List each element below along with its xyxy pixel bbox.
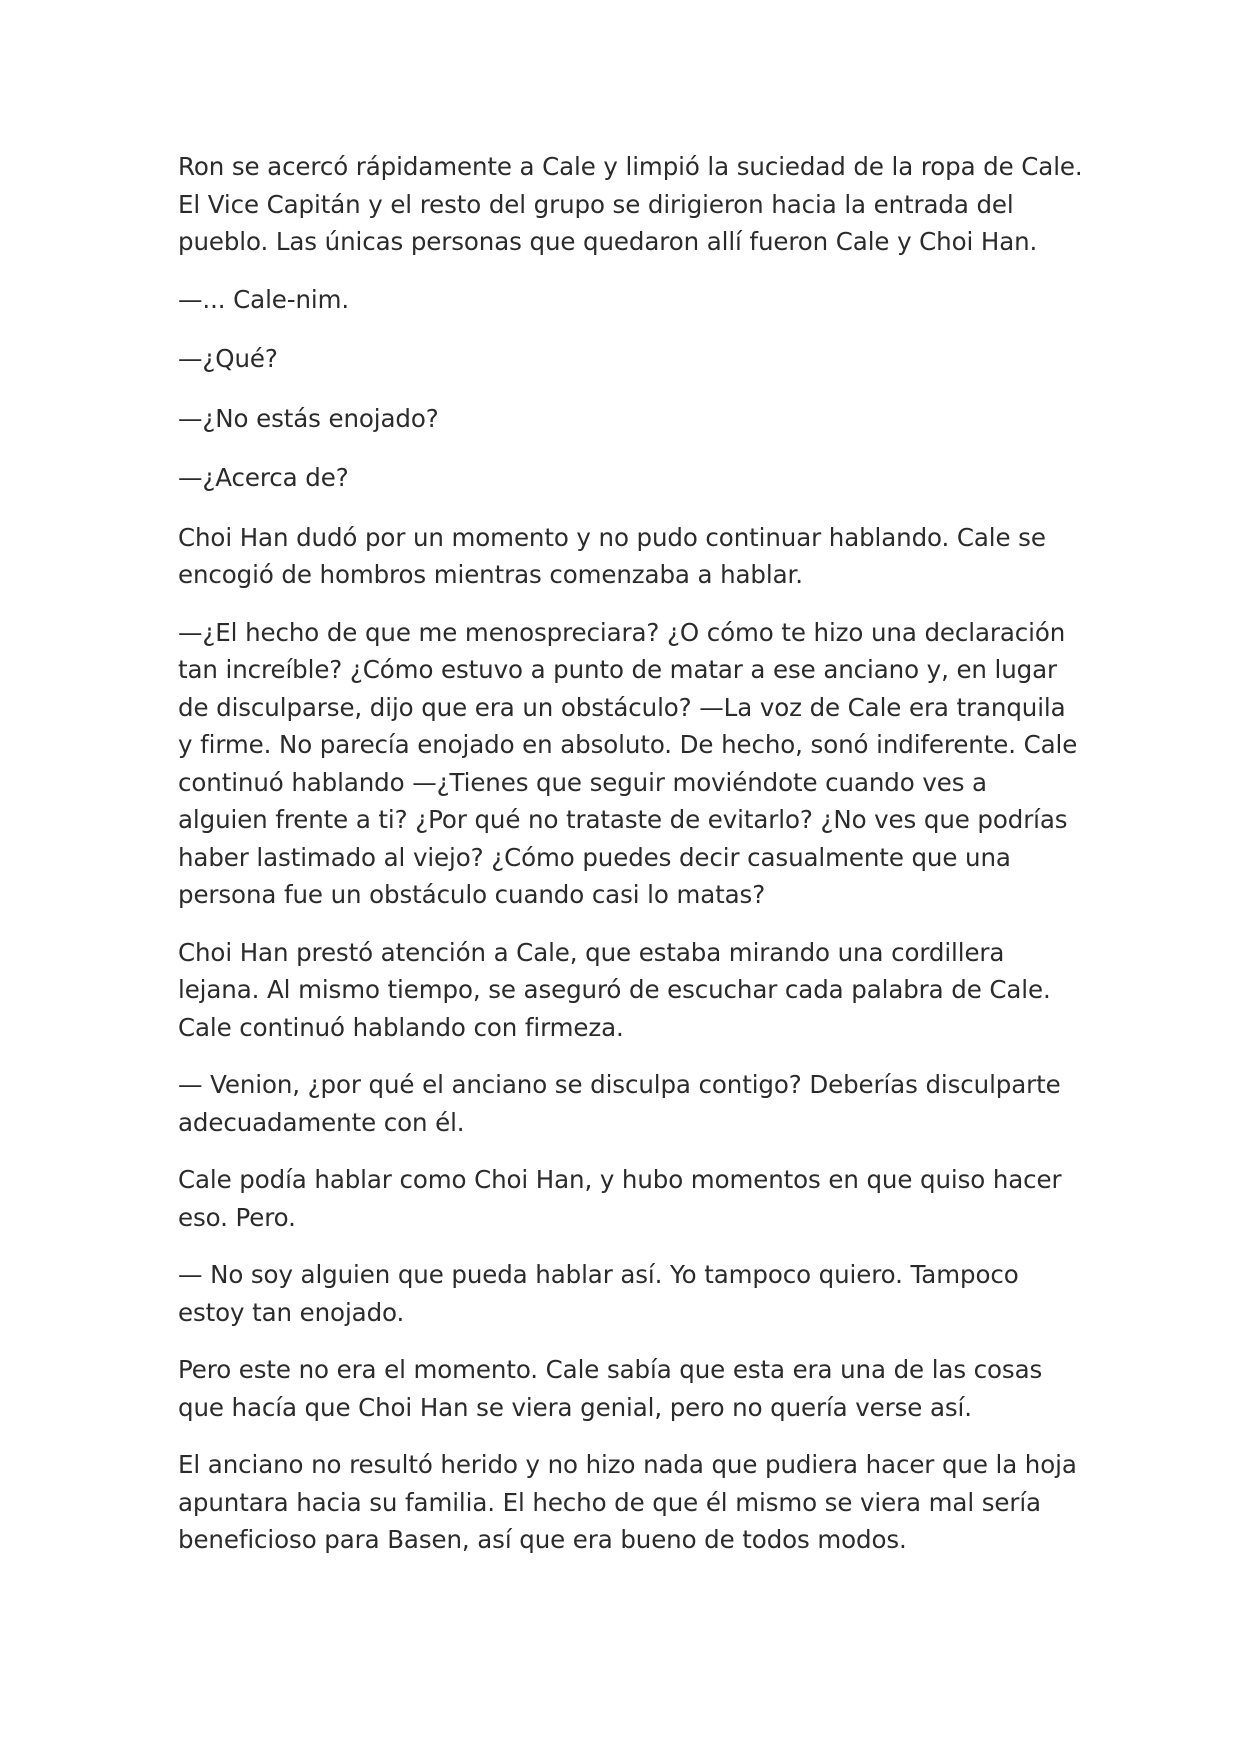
dialogue-paragraph: — No soy alguien que pueda hablar así. Yo tampoco quiero. Tampoco estoy tan enojado. <box>178 1260 1019 1327</box>
body-text <box>178 148 1083 1579</box>
dialogue-line: —... Cale-nim. <box>178 284 350 314</box>
paragraph: El anciano no resultó herido y no hizo nada que pudiera hacer que la hoja apuntara hacia su familia. El hecho de que él mismo se viera mal sería beneficioso para Basen, así que era bueno de todos modos. <box>178 1450 1077 1554</box>
paragraph: Choi Han dudó por un momento y no pudo continuar hablando. Cale se encogió de hombros mientras comenzaba a hablar. <box>178 522 1046 589</box>
dialogue-paragraph: —¿El hecho de que me menospreciara? ¿O cómo te hizo una declaración tan increíble? ¿Cómo estuvo a punto de matar a ese anciano y, en lugar de disculparse, dijo que era un obstáculo? —La voz de Cale era tranquila y firme. No parecía enojado en absoluto. De hecho, sonó indiferente. Cale continuó hablando —¿Tienes que seguir moviéndote cuando ves a alguien frente a ti? ¿Por qué no trataste de evitarlo? ¿No ves que podrías haber lastimado al viejo? ¿Cómo puedes decir casualmente que una persona fue un obstáculo cuando casi lo matas? <box>178 617 1078 909</box>
dialogue-line: —¿Acerca de? <box>178 463 349 492</box>
dialogue-line: —¿No estás enojado? <box>178 403 439 433</box>
dialogue-line: —¿Qué? <box>178 344 278 373</box>
paragraph: Choi Han prestó atención a Cale, que estaba mirando una cordillera lejana. Al mismo tiempo, se aseguró de escuchar cada palabra de Cale. Cale continuó hablando con firmeza. <box>178 937 1051 1042</box>
dialogue-paragraph: — Venion, ¿por qué el anciano se disculpa contigo? Deberías disculparte adecuadamente con él. <box>178 1070 1061 1137</box>
paragraph: Ron se acercó rápidamente a Cale y limpió la suciedad de la ropa de Cale. El Vice Capitán y el resto del grupo se dirigieron hacia la entrada del pueblo. Las únicas personas que quedaron allí fueron Cale y Choi Han. <box>178 152 1083 256</box>
paragraph: Pero este no era el momento. Cale sabía que esta era una de las cosas que hacía que Choi Han se viera genial, pero no quería verse así. <box>178 1355 1043 1422</box>
paragraph: Cale podía hablar como Choi Han, y hubo momentos en que quiso hacer eso. Pero. <box>178 1165 1062 1232</box>
